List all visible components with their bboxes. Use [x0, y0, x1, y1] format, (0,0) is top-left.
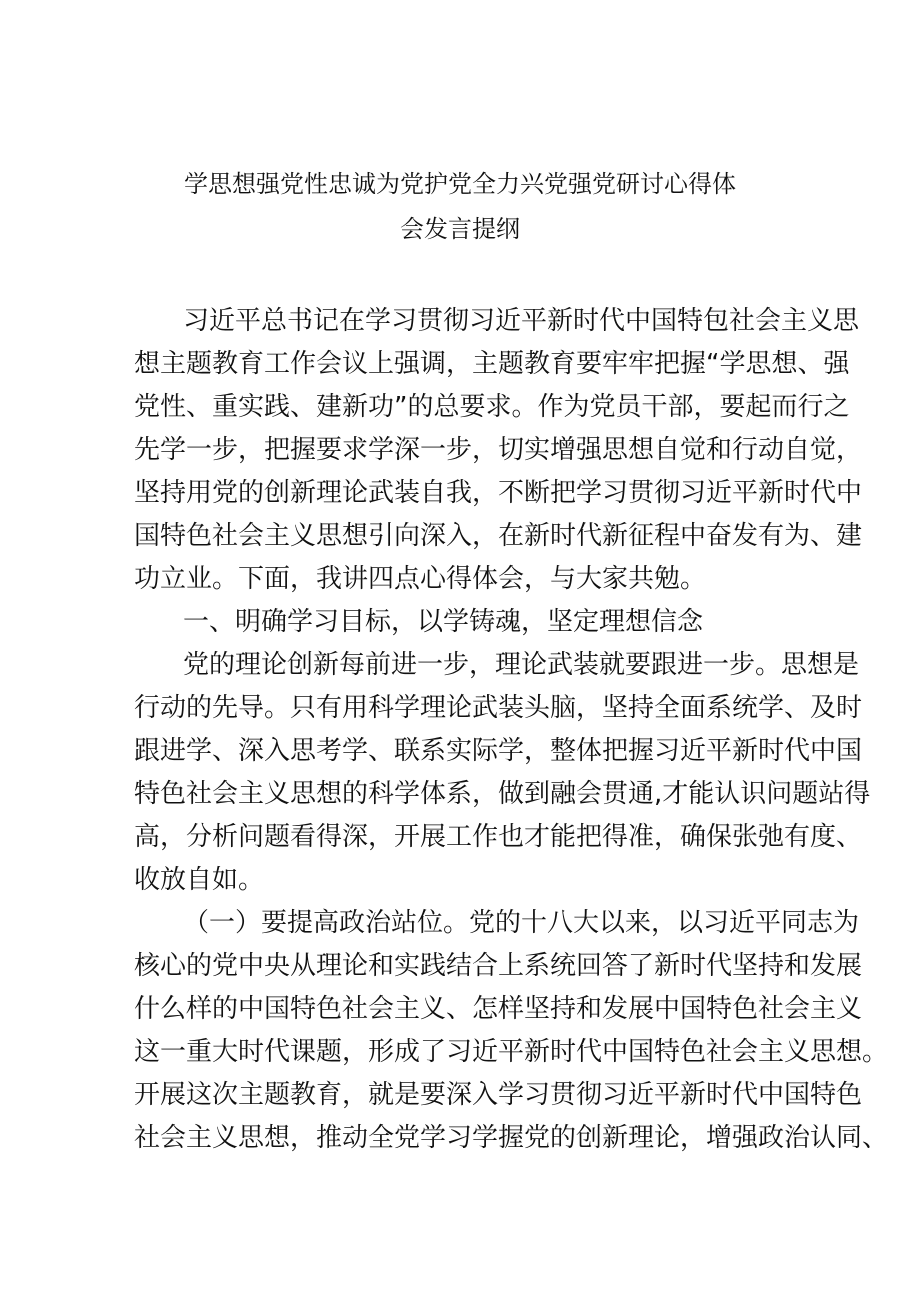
body-line: 坚持用党的创新理论武装自我，不断把学习贯彻习近平新时代中: [134, 478, 863, 508]
section-heading: 一、明确学习目标，以学铸魂，坚定理想信念: [183, 607, 704, 637]
body-line: 行动的先导。只有用科学理论武装头脑，坚持全面系统学、及时: [134, 693, 863, 723]
body-line: 国特色社会主义思想引向深入，在新时代新征程中奋发有为、建: [134, 521, 863, 551]
document-title-line-1: 学思想强党性忠诚为党护党全力兴党强党研讨心得体: [184, 170, 736, 198]
body-line: 先学一步，把握要求学深一步，切实增强思想自觉和行动自觉，: [134, 435, 863, 465]
body-line: 什么样的中国特色社会主义、怎样坚持和发展中国特色社会主义: [134, 994, 863, 1024]
body-line: 这一重大时代课题，形成了习近平新时代中国特色社会主义思想。: [134, 1037, 889, 1067]
body-line: 核心的党中央从理论和实践结合上系统回答了新时代坚持和发展: [134, 951, 863, 981]
subsection-line: （一）要提高政治站位。党的十八大以来，以习近平同志为: [183, 908, 860, 938]
body-line: 高，分析问题看得深，开展工作也才能把得准，确保张弛有度、: [134, 822, 863, 852]
body-line: 党性、重实践、建新功”的总要求。作为党员干部，要起而行之: [134, 392, 850, 422]
body-line: 收放自如。: [134, 865, 265, 895]
body-line: 党的理论创新每前进一步，理论武装就要跟进一步。思想是: [183, 650, 860, 680]
body-line: 跟进学、深入思考学、联系实际学，整体把握习近平新时代中国: [134, 736, 863, 766]
body-line: 开展这次主题教育，就是要深入学习贯彻习近平新时代中国特色: [134, 1080, 863, 1110]
body-line: 特色社会主义思想的科学体系，做到融会贯通,才能认识问题站得: [134, 779, 871, 809]
body-line: 习近平总书记在学习贯彻习近平新时代中国特包社会主义思: [183, 306, 860, 336]
document-title-line-2: 会发言提纲: [400, 215, 520, 243]
body-line: 想主题教育工作会议上强调，主题教育要牢牢把握“学思想、强: [134, 349, 850, 379]
body-line: 社会主义思想，推动全党学习学握党的创新理论，增强政治认同、: [134, 1123, 889, 1153]
body-line: 功立业。下面，我讲四点心得体会，与大家共勉。: [134, 564, 707, 594]
